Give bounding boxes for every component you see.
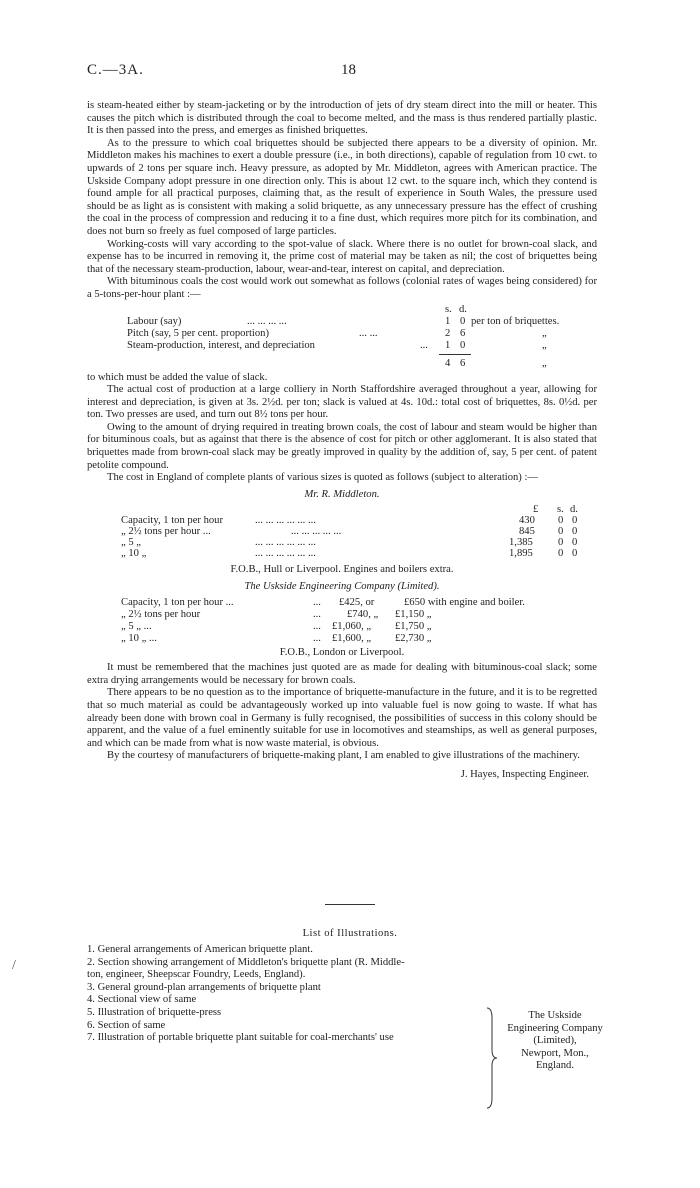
cost-note: „ [542,339,547,351]
paragraph: It must be remembered that the machines just quoted are as made for dealing with bituminous-coal slack; some extra drying arrangements would be necessary for brown coals. [87,662,597,686]
list-item: 4. Sectional view of same [87,994,197,1006]
col-head-d: d. [570,504,578,516]
leader-dots: ... ... ... ... ... ... [255,515,316,527]
list-item: 5. Illustration of briquette-press [87,1007,222,1018]
uskside-row [121,608,432,622]
uskside-row [121,632,432,646]
cost-note: per ton of briquettes. [471,315,560,327]
paragraph: Owing to the amount of drying required in treating brown coals, the cost of labour and steam would be higher than for bituminous coals, but as against that there is the absence of cost for pitch or other agglomerant. It is also stated that briquettes made from brown-coal slack may be greatly improved in quality by the addition of, say, 5 per cent. of patent petolite compound. [87,421,597,471]
shillings: 1 [445,315,451,327]
uskside-footer: F.O.B., London or Liverpool. [279,646,405,658]
cost-table [127,304,597,370]
leader-dots: ... [313,608,321,620]
price-without-engine: £1,600, „ [332,632,372,644]
capacity-label: „ 2½ tons per hour ... [121,526,211,538]
capacity-label: „ 10 „ ... [121,632,157,644]
leader-dots: ... ... ... ... ... [291,526,342,538]
middleton-title: Mr. R. Middleton. [304,488,380,500]
maker-line: England. [536,1060,574,1072]
price-pence: 0 [572,515,578,527]
cost-row [127,339,547,353]
leader-dots: ... ... [359,327,378,339]
uskside-row [121,620,432,634]
paragraph: With bituminous coals the cost would work out somewhat as follows (colonial rates of wages being considered) for a 5-tons-per-hour plant :— [87,276,597,300]
paragraph: As to the pressure to which coal briquettes should be subjected there appears to be a diversity of opinion. Mr. Middleton makes his machines to exert a double pressure (i.e., in both directions), capable of regulation from 10 cwt. to upwards of 2 tons per square inch. Heavy pressure, as adopted by Mr. Middleton, agrees with American practice. The Uskside Company adopt pressure in one direction only. This is about 12 cwt. to the square inch, which they contend is found ample for all practical purposes, claiming that, as the result of experience in South Wales, the pressure used should be as light as is consistent with making a solid briquette, as any unnecessary pressure has the effect of crushing the coal in the process of compression and reducing it to a fine dust, which requires more pitch for its combination, and does not burn so freely as fuel composed of large particles. [87,137,597,237]
price-pence: 0 [572,526,578,538]
list-item: 1. General arrangements of American briquette plant. [87,944,313,955]
price-shillings: 0 [558,537,564,549]
list-item: 7. Illustration of portable briquette plant suitable for coal-merchants' use [87,1032,394,1044]
section-divider [325,904,375,905]
leader-dots: ... [313,596,321,608]
leader-dots: ... ... ... ... ... ... [255,537,316,549]
total-shillings: 4 [445,357,451,369]
uskside-title: The Uskside Engineering Company (Limited). [244,581,440,593]
pence: 6 [460,327,466,339]
cost-label: Steam-production, interest, and depreciation [127,339,315,351]
price-pounds: 1,385 [509,537,533,549]
price-pence: 0 [572,537,578,549]
price-shillings: 0 [558,526,564,538]
total-pence: 6 [460,357,466,369]
shillings: 1 [445,339,451,351]
capacity-label: „ 2½ tons per hour [121,608,201,620]
maker-line: Engineering Company [507,1022,603,1034]
total-rule [439,354,471,355]
pence: 0 [460,315,466,327]
middleton-row [121,548,578,561]
body-text [87,100,597,782]
page-header [87,62,600,82]
manufacturer-note [507,1010,603,1073]
list-item: 2. Section showing arrangement of Middleton's briquette plant (R. Middle- [87,956,405,968]
shillings: 2 [445,327,451,339]
cost-row [127,327,547,341]
leader-dots: ... [313,632,321,644]
illustrations-heading: List of Illustrations. [302,928,398,939]
col-head-s: s. [445,303,452,315]
paragraph: The actual cost of production at a large colliery in North Staffordshire averaged throughout a year, allowing for interest and depreciation, is given at 3s. 2½d. per ton; slack is valued at 4s. 10d.: total cost of briquettes, 8s. 0½d. per ton. Two presses are used, and turn out 8½ tons per hour. [87,384,597,421]
signature: J. Hayes, Inspecting Engineer. [460,768,589,780]
maker-line: (Limited), [533,1035,577,1047]
capacity-label: „ 5 „ [121,537,141,549]
uskside-row [121,596,525,610]
paragraph: Working-costs will vary according to the spot-value of slack. Where there is no outlet for brown-coal slack, and expense has to be incurred in removing it, the prime cost of material may be taken as nil; the cost of briquettes being that of the necessary steam-production, labour, wear-and-tear, interest on capital, and depreciation. [87,238,597,275]
paragraph: By the courtesy of manufacturers of briquette-making plant, I am enabled to give illustrations of the machinery. [107,750,580,762]
leader-dots: ... [420,339,428,351]
paragraph: The cost in England of complete plants of various sizes is quoted as follows (subject to alteration) :— [107,472,539,484]
col-head-pounds: £ [533,504,539,516]
cost-label: Labour (say) [127,315,182,327]
capacity-label: Capacity, 1 ton per hour [121,515,223,527]
paragraph: is steam-heated either by steam-jacketing or by the introduction of jets of dry steam direct into the mill or heater. This causes the pitch which is distributed through the coal to become melted, and the mass is thus rendered partially plastic. It is then passed into the press, and emerges as finished briquettes. [87,100,597,137]
page-number: 18 [341,62,356,78]
paragraph: to which must be added the value of slack. [87,371,268,383]
price-pounds: 845 [519,526,535,538]
price-without-engine: £425, or [339,596,375,608]
price-with-engine: £1,750 „ [395,620,432,632]
leader-dots: ... ... ... ... [247,315,287,327]
middleton-footer: F.O.B., Hull or Liverpool. Engines and boilers extra. [230,564,454,576]
price-shillings: 0 [558,515,564,527]
capacity-label: „ 10 „ [121,548,147,560]
total-note: „ [542,357,547,369]
pence: 0 [460,339,466,351]
capacity-label: „ 5 „ ... [121,620,152,632]
cost-row [127,315,560,329]
leader-dots: ... [313,620,321,632]
document-reference: C.—3A. [87,62,144,78]
cost-note: „ [542,327,547,339]
price-with-engine: £650 with engine and boiler. [404,596,525,608]
price-with-engine: £2,730 „ [395,632,432,644]
cost-label: Pitch (say, 5 per cent. proportion) [127,327,269,339]
paragraph: There appears to be no question as to the importance of briquette-manufacture in the future, and it is to be regretted that so much material as could be advantageously worked up into valuable fuel is now going to waste. If what has already been done with brown coal in Germany is fully recognised, the possibilities of success in this colony should be apparent, and the value of a fuel eminently suitable for use in locomotives and steamships, as well as general purposes, and which can be made from what is now waste material, is obvious. [87,687,597,749]
brace-icon [485,1006,499,1110]
margin-mark: / [12,958,16,973]
capacity-label: Capacity, 1 ton per hour ... [121,596,234,608]
middleton-table [121,504,597,560]
price-with-engine: £1,150 „ [395,608,432,620]
col-head-d: d. [459,303,467,315]
list-item: 3. General ground-plan arrangements of briquette plant [87,981,321,993]
leader-dots: ... ... ... ... ... ... [255,548,316,560]
col-head-s: s. [557,504,564,516]
maker-line: The Uskside [528,1010,582,1021]
price-pounds: 430 [519,515,535,527]
price-without-engine: £1,060, „ [332,620,372,632]
price-without-engine: £740, „ [347,608,379,620]
list-item: 6. Section of same [87,1019,166,1031]
maker-line: Newport, Mon., [521,1047,589,1059]
price-shillings: 0 [558,548,564,560]
price-pence: 0 [572,548,578,560]
list-item: ton, engineer, Sheepscar Foundry, Leeds, England). [87,969,306,981]
uskside-table [121,597,597,649]
price-pounds: 1,895 [509,548,533,560]
